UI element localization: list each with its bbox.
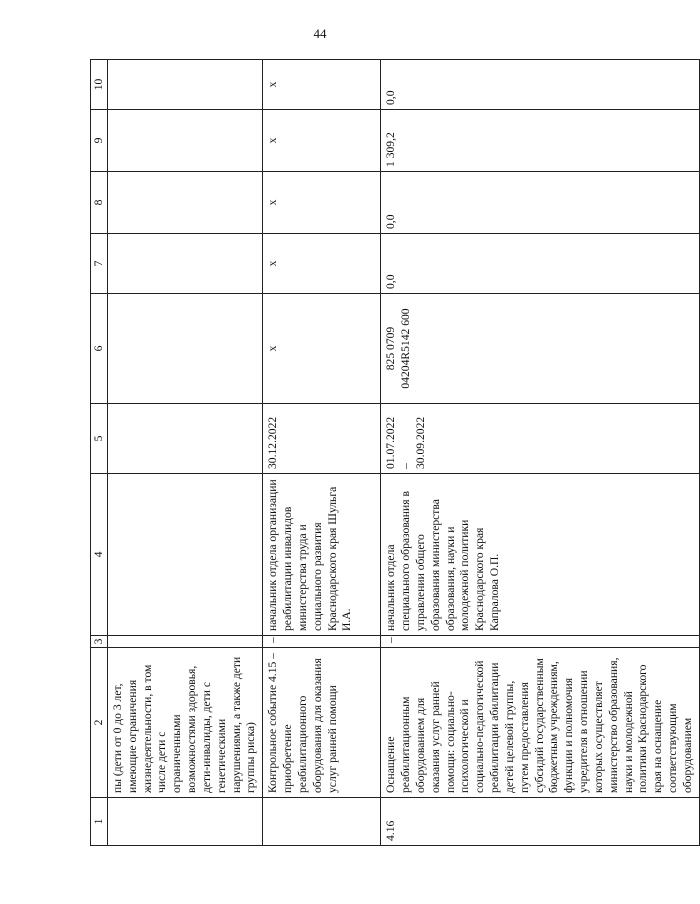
row2-col5: 30.12.2022	[263, 404, 381, 474]
row1-col5	[108, 404, 263, 474]
row3-col1: 4.16	[381, 798, 699, 846]
row3-col5	[381, 404, 699, 474]
row1-col10	[108, 60, 263, 110]
row3-col9: 1 309,2	[381, 110, 699, 172]
header-row	[91, 60, 108, 846]
row3-col6	[381, 294, 699, 404]
row1-col1	[108, 798, 263, 846]
col-header-6: 6	[91, 294, 108, 404]
col-header-10: 10	[91, 60, 108, 110]
row2-col6: x	[263, 294, 381, 404]
row2-col8: x	[263, 172, 381, 234]
row1-col2: пы (дети от 0 до 3 лет, имеющие ограничения жизнедеятельности, в том числе дети с ограниченными возможностями здоровья, дети-инвалиды, дети с генетическими нарушениями, а также дети группы риска)	[108, 648, 263, 798]
rotated-table-wrapper	[90, 60, 694, 846]
table-row	[108, 60, 263, 846]
row1-col3	[108, 636, 263, 648]
row2-col1	[263, 798, 381, 846]
row3-col10: 0,0	[381, 60, 699, 110]
row1-col7	[108, 234, 263, 294]
col-header-8: 8	[91, 172, 108, 234]
row2-col3: –	[263, 636, 381, 648]
period-start: 01.07.2022	[384, 416, 398, 469]
row2-col10: x	[263, 60, 381, 110]
col-header-2: 2	[91, 648, 108, 798]
row2-col2: Контрольное событие 4.15 – приобретение реабилитационного оборудования для оказания услуг ранней помощи	[263, 648, 381, 798]
row1-col8	[108, 172, 263, 234]
col-header-5: 5	[91, 404, 108, 474]
budget-code-2: 04204R5142 600	[399, 308, 413, 389]
row1-col9	[108, 110, 263, 172]
row2-col9: x	[263, 110, 381, 172]
row3-col8: 0,0	[381, 172, 699, 234]
row3-col7: 0,0	[381, 234, 699, 294]
table-row	[263, 60, 381, 846]
period-dash: –	[399, 463, 413, 469]
col-header-9: 9	[91, 110, 108, 172]
row1-col6	[108, 294, 263, 404]
budget-code-1: 825 0709	[384, 326, 398, 371]
period-end: 30.09.2022	[413, 416, 427, 469]
table-row	[381, 60, 699, 846]
row1-col4	[108, 474, 263, 636]
budget-table	[90, 59, 700, 846]
page-number: 44	[313, 26, 327, 41]
row2-col7: x	[263, 234, 381, 294]
row3-col4: начальник отдела специального образования в управлении общего образования министерства образования, науки и молодежной политики Краснодарского края Капралова О.П.	[381, 474, 699, 636]
row2-col4: начальник отдела организации реабилитации инвалидов министерства труда и социального развития Краснодарского края Шульга И.А.	[263, 474, 381, 636]
row3-col3: –	[381, 636, 699, 648]
col-header-4: 4	[91, 474, 108, 636]
col-header-7: 7	[91, 234, 108, 294]
row3-col2: Оснащение реабилитационным оборудованием для оказания услуг ранней помощи: социально-психологической и социально-педагогической реабилитации абилитации детей целевой группы, путем предоставления субсидий государственным бюджетным учреждениям, функции и полномочия учредителя в отношении которых осуществляет министерство образования, науки и молодежной политики Краснодарского края на оснащение соответствующим оборудованием	[381, 648, 699, 798]
col-header-3: 3	[91, 636, 108, 648]
col-header-1: 1	[91, 798, 108, 846]
